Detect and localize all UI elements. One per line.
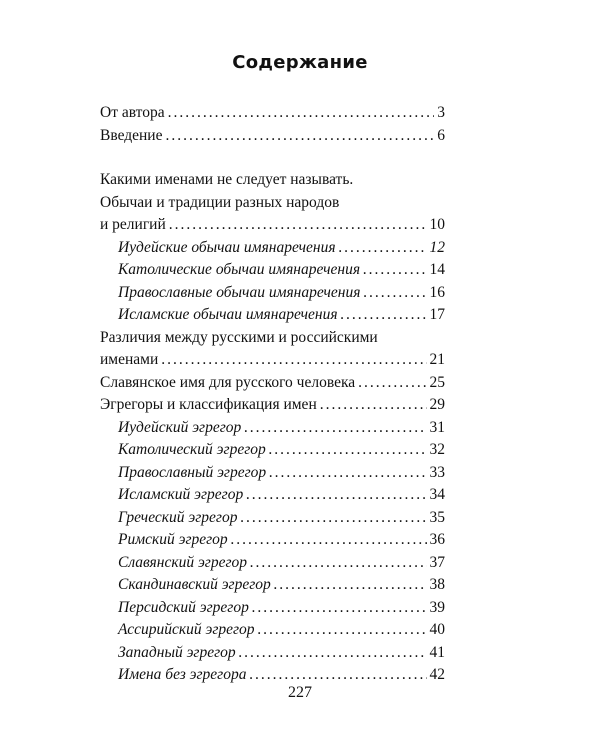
toc-entry-page: 3	[437, 104, 445, 121]
toc-entry-page: 21	[429, 351, 445, 368]
leader-dots	[252, 597, 427, 620]
leader-dots	[165, 125, 434, 148]
leader-dots	[240, 507, 426, 530]
toc-entry-label: Славянское имя для русского человека	[100, 373, 356, 391]
toc-entry-page: 17	[429, 306, 445, 323]
leader-dots	[231, 529, 427, 552]
toc-entry-page: 31	[429, 418, 445, 436]
leader-dots	[269, 462, 426, 485]
toc-entry-from-author	[100, 102, 445, 125]
leader-dots	[161, 349, 426, 372]
toc-entry-page: 16	[429, 283, 445, 301]
leader-dots	[169, 214, 427, 237]
leader-dots	[168, 102, 435, 125]
leader-dots	[341, 304, 427, 327]
toc-entry-page: 10	[429, 216, 445, 233]
toc-entry-label: Католический эгрегор	[118, 441, 266, 458]
toc-entry-label: Имена без эгрегора	[118, 666, 247, 683]
toc-heading-line: Различия между русскими и российскими	[100, 328, 378, 346]
table-of-contents	[100, 102, 445, 687]
toc-entry-label: Персидский эгрегор	[118, 598, 249, 616]
toc-entry-label: и религий	[100, 216, 166, 233]
toc-entry-page: 14	[429, 261, 445, 278]
toc-entry-label: Эгрегоры и классификация имен	[100, 396, 317, 413]
toc-entry-label: Исламские обычаи имянаречения	[118, 306, 338, 323]
toc-entry-page: 40	[429, 621, 445, 638]
leader-dots	[339, 237, 427, 260]
toc-entry-label: Православный эгрегор	[118, 463, 267, 481]
toc-entry-label: Исламский эгрегор	[118, 486, 244, 503]
toc-entry-page: 34	[429, 486, 445, 503]
toc-entry-customs	[100, 214, 445, 237]
toc-entry-page: 36	[429, 531, 445, 548]
leader-dots	[363, 282, 426, 305]
leader-dots	[246, 484, 426, 507]
toc-entry-differences	[100, 349, 445, 372]
toc-entry-page: 42	[429, 666, 445, 683]
toc-heading-line: Какими именами не следует называть.	[100, 171, 354, 188]
toc-subentry	[100, 484, 445, 507]
toc-entry-page: 29	[429, 396, 445, 413]
leader-dots	[358, 372, 426, 395]
toc-entry-page: 6	[437, 126, 445, 144]
toc-entry-label: Католические обычаи имянаречения	[118, 261, 361, 278]
toc-heading-line: Обычаи и традиции разных народов	[100, 193, 340, 211]
leader-dots	[258, 619, 427, 642]
toc-entry-page: 38	[429, 576, 445, 593]
toc-entry-label: Западный эгрегор	[118, 643, 236, 661]
toc-subentry	[100, 642, 445, 665]
page-title: Содержание	[232, 52, 368, 73]
toc-entry-page: 39	[429, 598, 445, 616]
leader-dots	[244, 417, 426, 440]
toc-entry-label: Православные обычаи имянаречения	[118, 283, 361, 301]
toc-subentry	[100, 439, 445, 462]
toc-entry-introduction	[100, 125, 445, 148]
toc-entry-label: Иудейские обычаи имянаречения	[118, 238, 336, 256]
toc-entry-page: 37	[429, 553, 445, 571]
toc-subentry	[100, 529, 445, 552]
toc-subentry	[100, 574, 445, 597]
toc-subentry	[100, 417, 445, 440]
section-gap	[100, 147, 445, 169]
toc-entry-page: 32	[429, 441, 445, 458]
leader-dots	[320, 394, 427, 417]
toc-entry-page: 25	[429, 373, 445, 391]
leader-dots	[363, 259, 426, 282]
toc-subentry	[100, 597, 445, 620]
toc-entry-label: Иудейский эгрегор	[118, 418, 242, 436]
toc-entry-label: Введение	[100, 126, 163, 144]
toc-entry-label: Славянский эгрегор	[118, 553, 248, 571]
leader-dots	[250, 552, 426, 575]
leader-dots	[269, 439, 427, 462]
toc-subentry	[100, 619, 445, 642]
toc-subentry	[100, 282, 445, 305]
toc-entry-page: 33	[429, 463, 445, 481]
leader-dots	[274, 574, 427, 597]
toc-entry-page: 35	[429, 508, 445, 526]
toc-entry-page: 41	[429, 643, 445, 661]
toc-subentry	[100, 259, 445, 282]
toc-entry-label: именами	[100, 351, 159, 368]
leader-dots	[239, 642, 427, 665]
toc-entry-label: Римский эгрегор	[118, 531, 228, 548]
toc-entry-label: Ассирийский эгрегор	[118, 621, 255, 638]
toc-subentry	[100, 304, 445, 327]
page-number: 227	[288, 684, 312, 701]
toc-entry-label: Греческий эгрегор	[118, 508, 238, 526]
toc-subentry	[100, 552, 445, 575]
toc-entry-label: Скандинавский эгрегор	[118, 576, 271, 593]
toc-subentry	[100, 462, 445, 485]
toc-entry-page: 12	[429, 238, 445, 256]
toc-entry-slavic-name	[100, 372, 445, 395]
toc-entry-label: От автора	[100, 104, 165, 121]
toc-subentry	[100, 237, 445, 260]
toc-entry-egregors	[100, 394, 445, 417]
toc-subentry	[100, 507, 445, 530]
